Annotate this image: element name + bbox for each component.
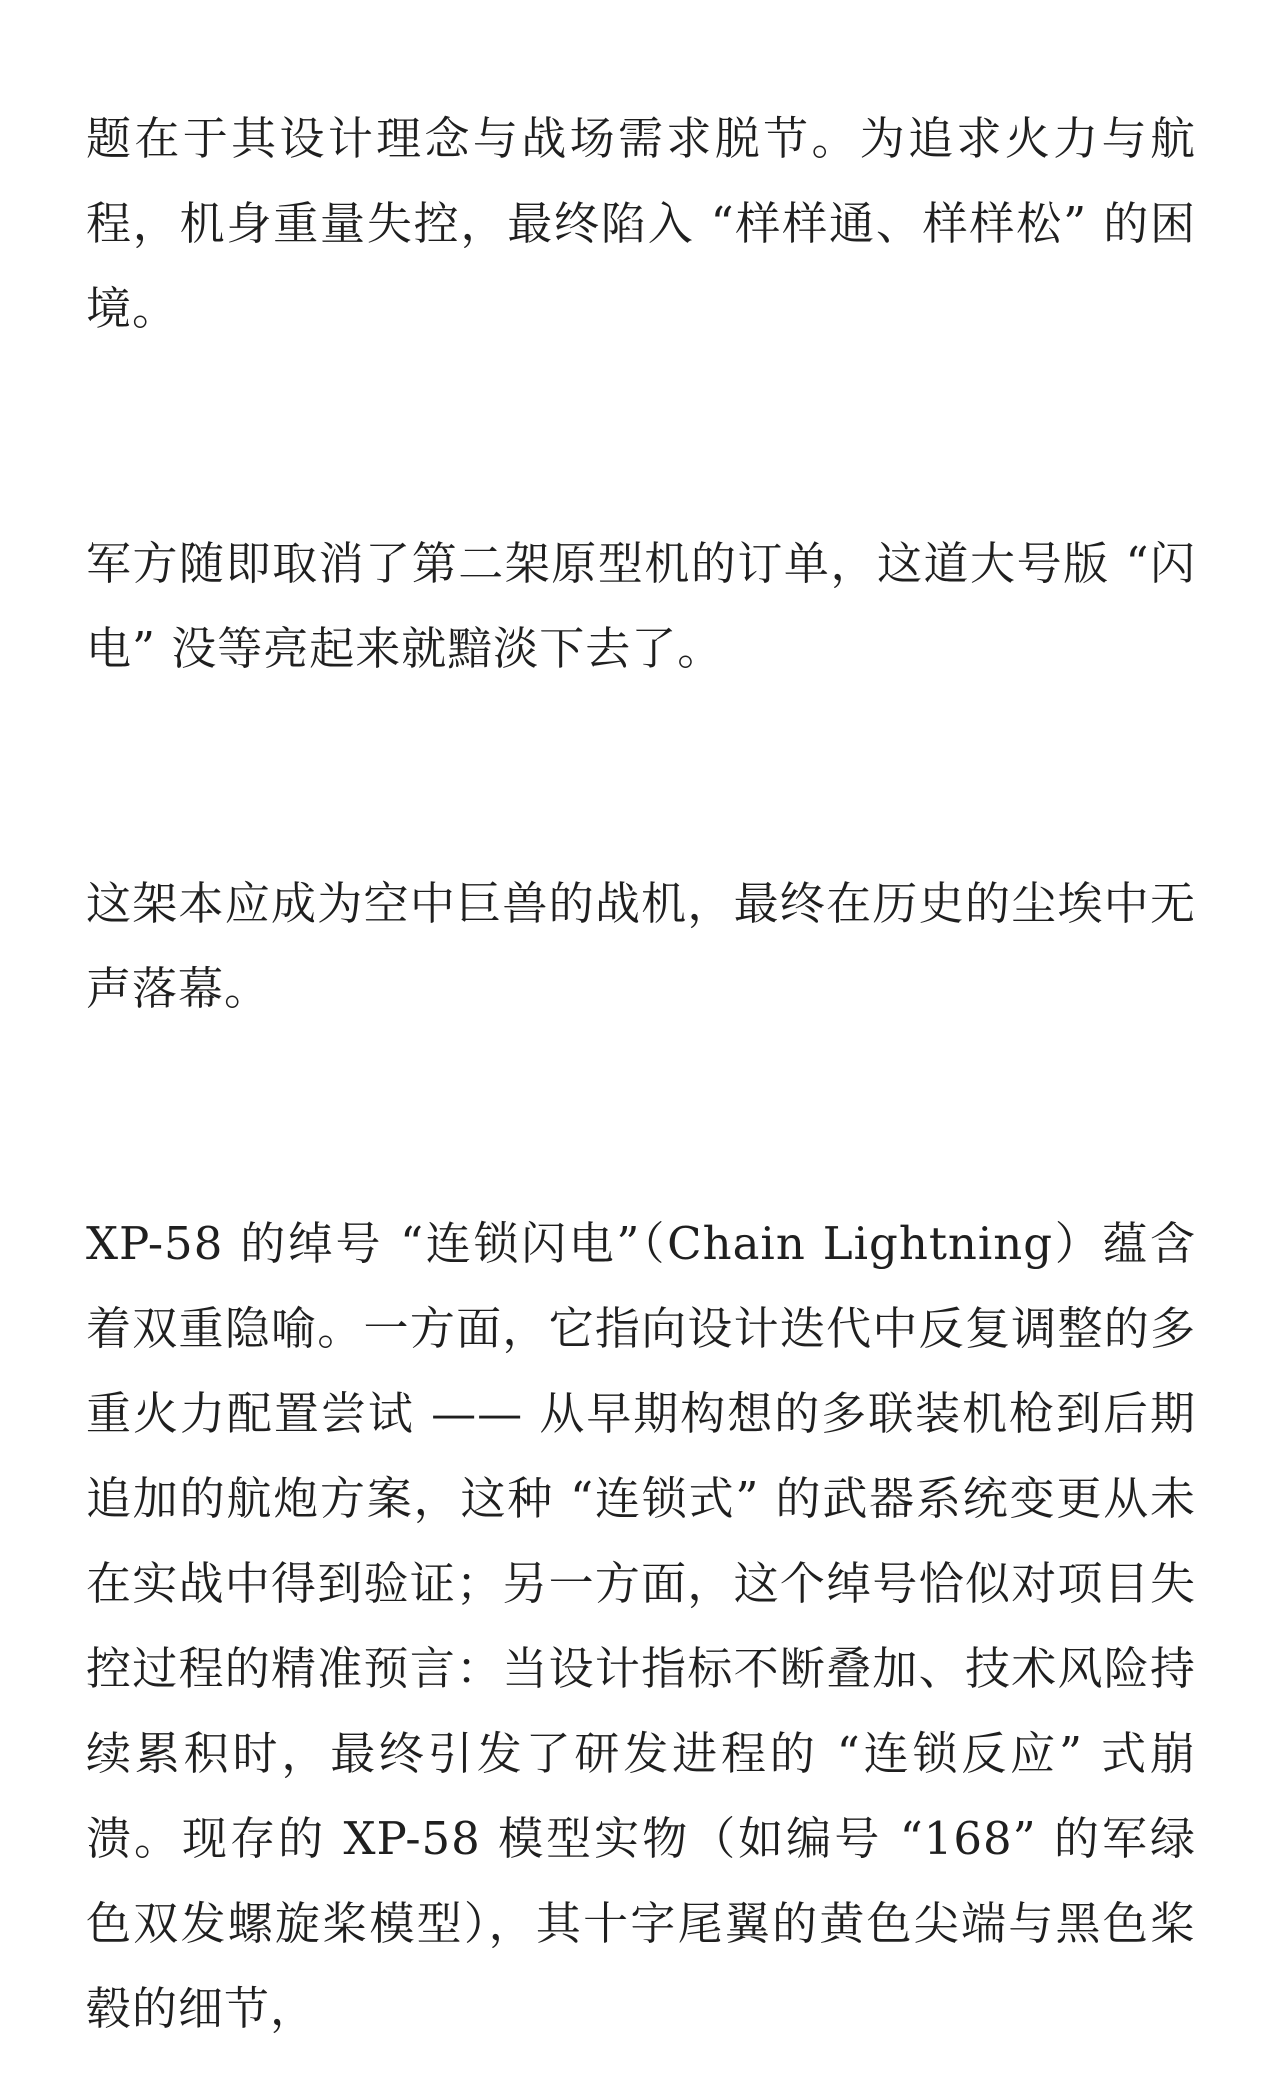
paragraph-order-cancelled: 军方随即取消了第二架原型机的订单，这道大号版 “闪电” 没等亮起来就黯淡下去了。 bbox=[86, 537, 1196, 675]
paragraph-design-flaw: 题在于其设计理念与战场需求脱节。为追求火力与航程，机身重量失控，最终陷入 “样样通、样样松” 的困境。 bbox=[86, 112, 1196, 335]
article-body bbox=[86, 96, 1196, 2051]
paragraph-silent-ending: 这架本应成为空中巨兽的战机，最终在历史的尘埃中无声落幕。 bbox=[86, 877, 1196, 1015]
paragraph-chain-lightning: XP-58 的绰号 “连锁闪电”（Chain Lightning）蕴含着双重隐喻。一方面，它指向设计迭代中反复调整的多重火力配置尝试 —— 从早期构想的多联装机枪到后期追加的航炮方案，这种 “连锁式” 的武器系统变更从未在实战中得到验证；另一方面，这个绰号恰似对项目失控过程的精准预言：当设计指标不断叠加、技术风险持续累积时，最终引发了研发进程的 “连锁反应” 式崩溃。现存的 XP-58 模型实物（如编号 “168” 的军绿色双发螺旋桨模型），其十字尾翼的黄色尖端与黑色桨毂的细节， bbox=[86, 1217, 1196, 2035]
